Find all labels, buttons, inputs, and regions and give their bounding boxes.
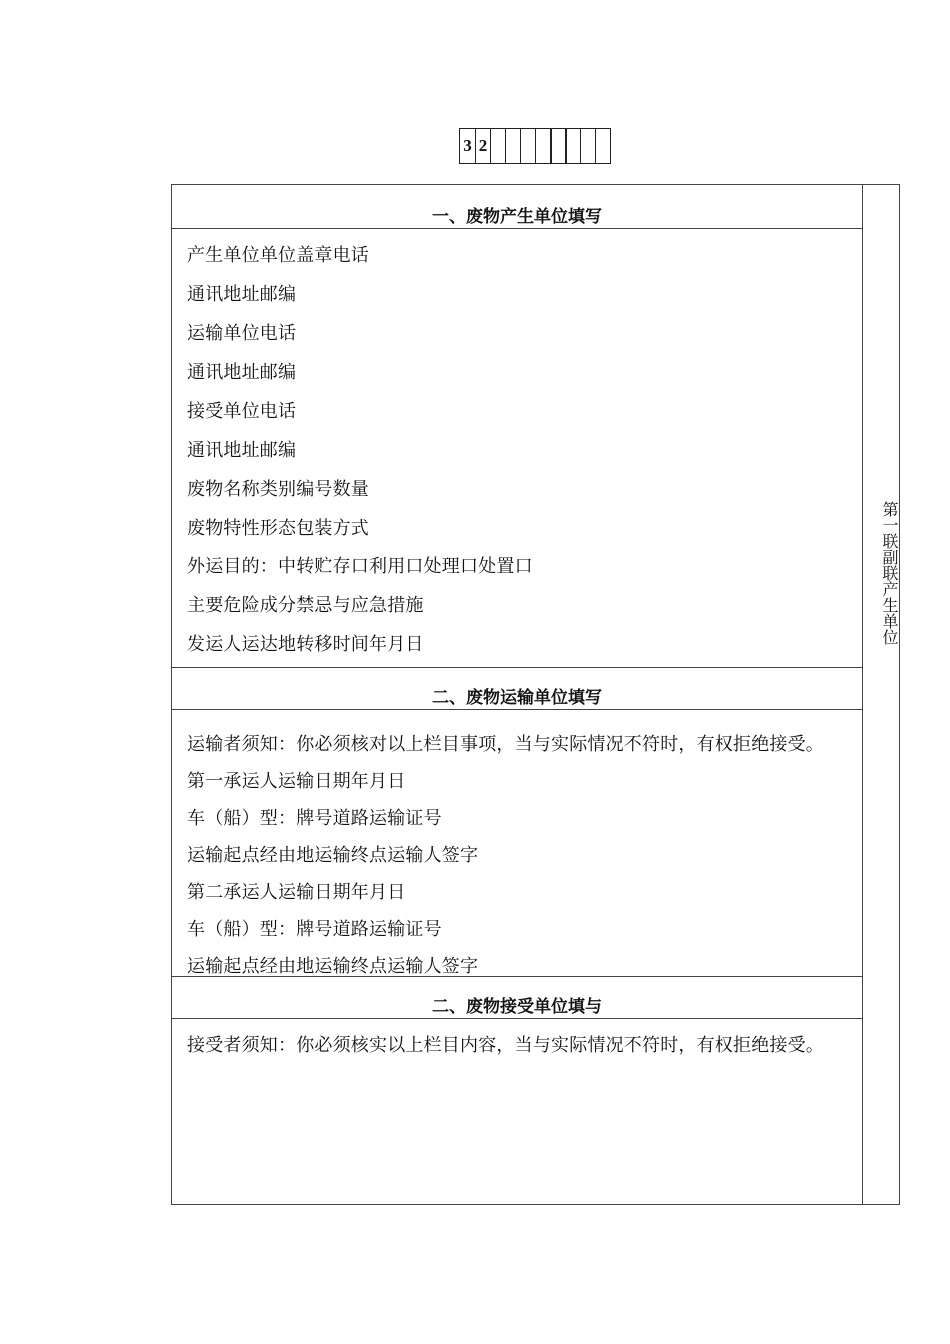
form-line: 第二承运人运输日期年月日 <box>187 882 406 903</box>
form-line: 主要危险成分禁忌与应急措施 <box>187 595 424 616</box>
copy-label-column <box>863 185 899 1204</box>
section-title: 二、废物接受单位填与 <box>432 997 602 1017</box>
code-digit <box>580 129 595 163</box>
form-line: 运输起点经由地运输终点运输人签字 <box>187 956 479 977</box>
form-line: 通讯地址邮编 <box>187 284 297 305</box>
code-digit <box>595 129 610 163</box>
manifest-code-boxes <box>459 128 611 164</box>
section-divider <box>172 709 862 710</box>
form-line: 车（船）型：牌号道路运输证号 <box>187 919 442 940</box>
code-digit <box>505 129 520 163</box>
form-line: 运输者须知：你必须核对以上栏目事项，当与实际情况不符时，有权拒绝接受。 <box>187 734 824 755</box>
code-digit <box>520 129 535 163</box>
code-digit <box>535 129 550 163</box>
form-line: 产生单位单位盖章电话 <box>187 245 369 266</box>
form-line: 接受单位电话 <box>187 401 297 422</box>
section-divider <box>172 1018 862 1019</box>
form-line: 运输起点经由地运输终点运输人签字 <box>187 845 479 866</box>
form-line: 通讯地址邮编 <box>187 362 297 383</box>
section-title: 一、废物产生单位填写 <box>432 207 602 227</box>
code-digit <box>565 129 580 163</box>
code-digit: 2 <box>475 129 490 163</box>
copy-label: 第一联副联产生单位 <box>880 501 899 645</box>
form-line: 接受者须知：你必须核实以上栏目内容，当与实际情况不符时，有权拒绝接受。 <box>187 1035 824 1056</box>
code-digit <box>490 129 505 163</box>
code-digit <box>550 129 565 163</box>
section-header-transport <box>172 667 862 709</box>
form-line: 车（船）型：牌号道路运输证号 <box>187 808 442 829</box>
form-line: 发运人运达地转移时间年月日 <box>187 634 424 655</box>
code-digit: 3 <box>463 136 472 155</box>
section-header-producer <box>172 185 862 229</box>
form-line: 外运目的：中转贮存口利用口处理口处置口 <box>187 556 533 577</box>
form-main-column <box>172 185 863 1204</box>
section-title: 二、废物运输单位填写 <box>432 688 602 708</box>
form-line: 第一承运人运输日期年月日 <box>187 771 406 792</box>
section-header-receiver <box>172 976 862 1018</box>
form-line: 运输单位电话 <box>187 323 297 344</box>
form-line: 通讯地址邮编 <box>187 440 297 461</box>
form-line: 废物特性形态包装方式 <box>187 518 369 539</box>
waste-transfer-form <box>171 184 900 1205</box>
form-line: 废物名称类别编号数量 <box>187 479 369 500</box>
